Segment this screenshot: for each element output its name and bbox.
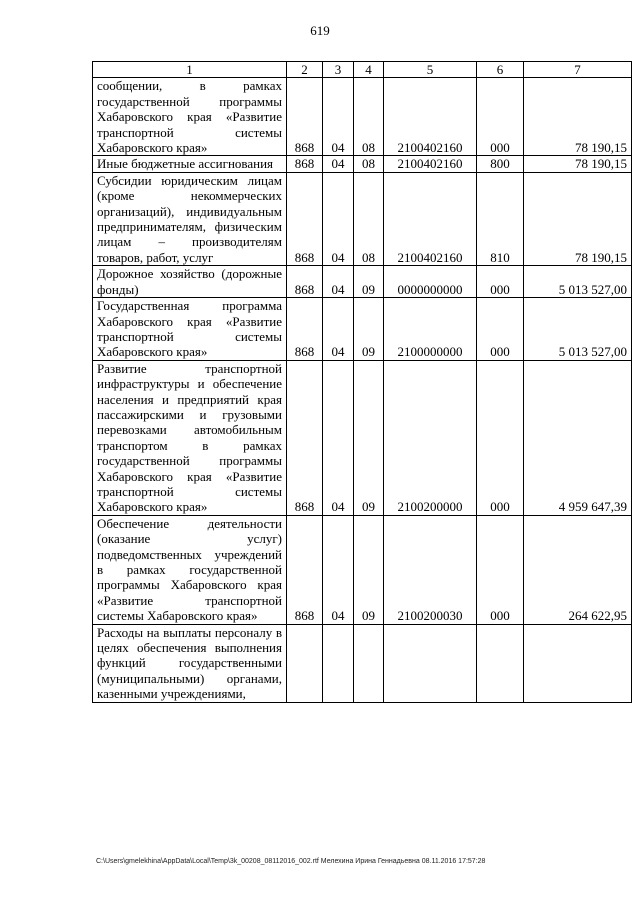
row-admin-code: 868 — [287, 298, 323, 361]
row-description: Иные бюджетные ассигнования — [93, 156, 287, 172]
row-admin-code: 868 — [287, 156, 323, 172]
page-number: 619 — [310, 23, 330, 38]
row-expense-type: 000 — [477, 266, 524, 298]
row-amount: 78 190,15 — [524, 156, 632, 172]
table-header-row — [93, 62, 632, 78]
budget-table — [92, 61, 632, 703]
row-section: 04 — [323, 172, 354, 265]
row-section — [323, 624, 354, 702]
row-target-article — [384, 624, 477, 702]
row-admin-code: 868 — [287, 515, 323, 624]
row-amount: 5 013 527,00 — [524, 266, 632, 298]
row-section: 04 — [323, 360, 354, 515]
row-subsection: 09 — [354, 298, 384, 361]
row-subsection: 08 — [354, 156, 384, 172]
row-admin-code — [287, 624, 323, 702]
row-expense-type — [477, 624, 524, 702]
row-subsection: 08 — [354, 78, 384, 156]
row-subsection: 08 — [354, 172, 384, 265]
row-expense-type: 000 — [477, 360, 524, 515]
header-cell: 7 — [524, 62, 632, 78]
row-amount — [524, 624, 632, 702]
row-target-article: 2100402160 — [384, 156, 477, 172]
table-row — [93, 298, 632, 361]
row-admin-code: 868 — [287, 266, 323, 298]
row-target-article: 2100000000 — [384, 298, 477, 361]
row-target-article: 2100200000 — [384, 360, 477, 515]
row-description: сообщении, в рамках государственной программы Хабаровского края «Развитие транспортной системы Хабаровского края» — [93, 78, 287, 156]
row-expense-type: 000 — [477, 78, 524, 156]
footer-file-path: C:\Users\gmelekhina\AppData\Local\Temp\3k_00208_08112016_002.rtf Мелехина Ирина Геннадьевна 08.11.2016 17:57:28 — [96, 858, 486, 865]
row-section: 04 — [323, 78, 354, 156]
row-amount: 4 959 647,39 — [524, 360, 632, 515]
row-target-article: 0000000000 — [384, 266, 477, 298]
row-amount: 78 190,15 — [524, 172, 632, 265]
table-row — [93, 156, 632, 172]
row-description: Дорожное хозяйство (дорожные фонды) — [93, 266, 287, 298]
row-amount: 264 622,95 — [524, 515, 632, 624]
table-row — [93, 360, 632, 515]
row-admin-code: 868 — [287, 172, 323, 265]
row-subsection: 09 — [354, 266, 384, 298]
row-expense-type: 800 — [477, 156, 524, 172]
row-target-article: 2100200030 — [384, 515, 477, 624]
row-expense-type: 000 — [477, 515, 524, 624]
row-admin-code: 868 — [287, 78, 323, 156]
row-expense-type: 000 — [477, 298, 524, 361]
header-cell: 6 — [477, 62, 524, 78]
row-target-article: 2100402160 — [384, 172, 477, 265]
row-amount: 78 190,15 — [524, 78, 632, 156]
row-description: Государственная программа Хабаровского края «Развитие транспортной системы Хабаровского края» — [93, 298, 287, 361]
table-row — [93, 78, 632, 156]
table-row — [93, 515, 632, 624]
row-section: 04 — [323, 298, 354, 361]
row-expense-type: 810 — [477, 172, 524, 265]
row-description: Расходы на выплаты персоналу в целях обеспечения выполнения функций государственными (муниципальными) органами, казенными учреждениями, — [93, 624, 287, 702]
row-section: 04 — [323, 266, 354, 298]
row-target-article: 2100402160 — [384, 78, 477, 156]
row-subsection — [354, 624, 384, 702]
row-description: Развитие транспортной инфраструктуры и обеспечение населения и предприятий края пассажирскими и грузовыми перевозками автомобильным транспортом в рамках государственной программы Хабаровского края «Развитие транспортной системы Хабаровского края» — [93, 360, 287, 515]
row-section: 04 — [323, 515, 354, 624]
row-subsection: 09 — [354, 515, 384, 624]
table-row — [93, 172, 632, 265]
header-cell: 2 — [287, 62, 323, 78]
row-subsection: 09 — [354, 360, 384, 515]
row-amount: 5 013 527,00 — [524, 298, 632, 361]
table-row — [93, 266, 632, 298]
table-row — [93, 624, 632, 702]
row-section: 04 — [323, 156, 354, 172]
header-cell: 3 — [323, 62, 354, 78]
row-admin-code: 868 — [287, 360, 323, 515]
row-description: Обеспечение деятельности (оказание услуг) подведомственных учреждений в рамках государственной программы Хабаровского края «Развитие транспортной системы Хабаровского края» — [93, 515, 287, 624]
header-cell: 5 — [384, 62, 477, 78]
row-description: Субсидии юридическим лицам (кроме некоммерческих организаций), индивидуальным предпринимателям, физическим лицам – производителям товаров, работ, услуг — [93, 172, 287, 265]
header-cell: 4 — [354, 62, 384, 78]
header-cell: 1 — [93, 62, 287, 78]
